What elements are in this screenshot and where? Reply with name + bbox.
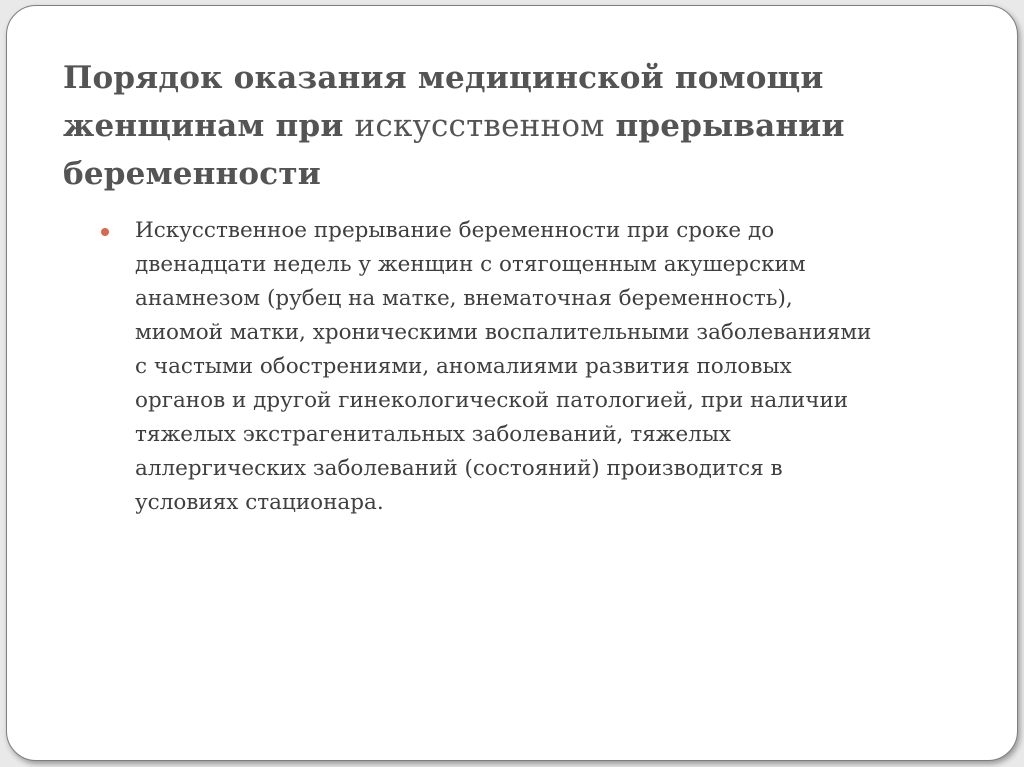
slide-title	[63, 54, 963, 198]
bullet-icon	[101, 228, 109, 236]
bullet-text: Искусственное прерывание беременности при сроке до двенадцати недель у женщин с отягощенным акушерским анамнезом (рубец на матке, внематочная беременность), миомой матки, хроническими воспалительными заболеваниями с частыми обострениями, аномалиями развития половых органов и другой гинекологической патологией, при наличии тяжелых экстрагенитальных заболеваний, тяжелых аллергических заболеваний (состояний) производится в условиях стационара.	[135, 218, 872, 515]
title-bold-part-2: прерывании беременности	[63, 108, 845, 192]
title-bold-part-1: Порядок оказания медицинской помощи женщинам при	[63, 60, 824, 144]
title-normal-part: искусственном	[354, 108, 605, 144]
list-item	[113, 214, 873, 520]
content-area	[113, 214, 873, 520]
slide	[6, 5, 1018, 761]
